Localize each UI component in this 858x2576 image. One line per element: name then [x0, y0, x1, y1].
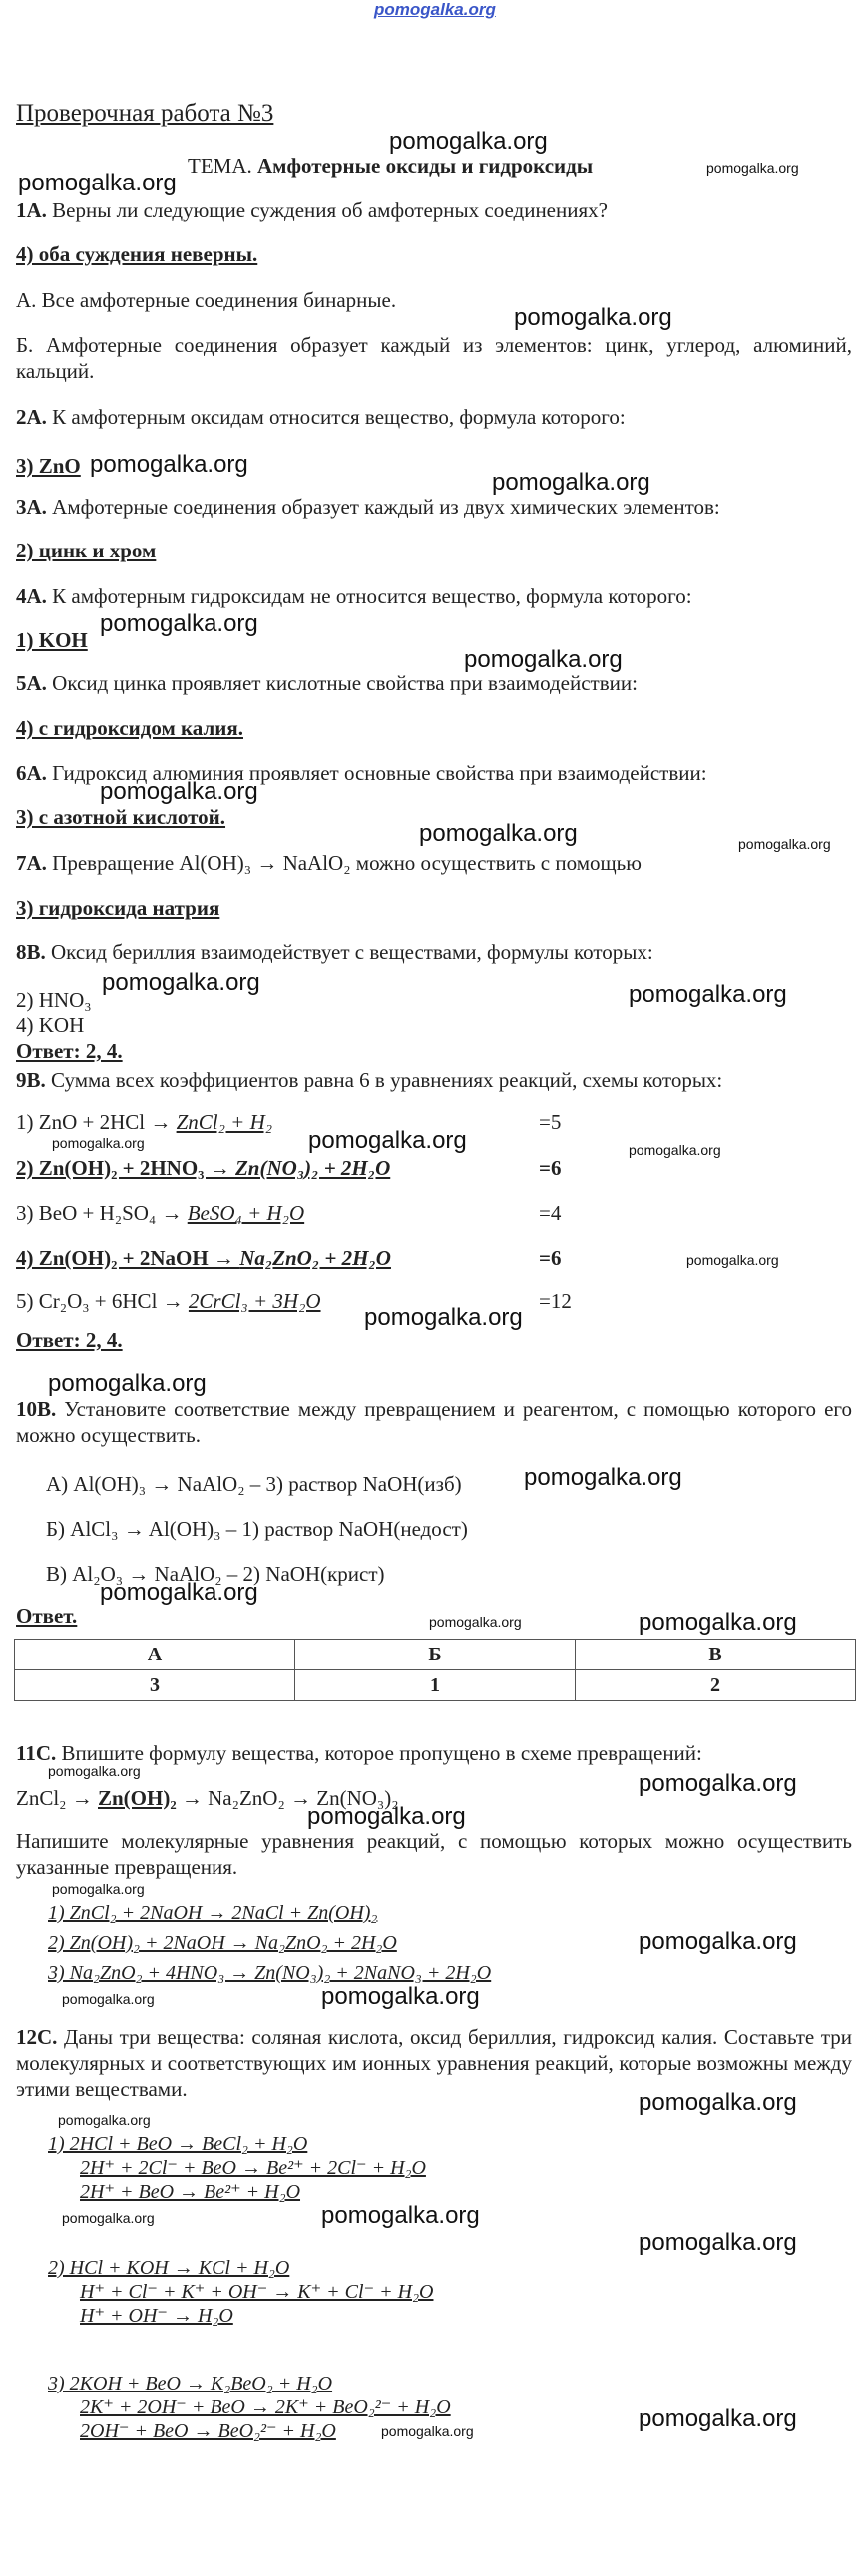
- statement-b: Б. Амфотерные соединения образует каждый из элементов: цинк, углерод, алюминий, кальций.: [16, 333, 852, 383]
- equation-line: 2) Zn(OH)₂ + 2NaOH → Na₂ZnO₂ + 2H₂O: [48, 1932, 397, 1954]
- equation-row: 4) Zn(OH)₂ + 2NaOH → Na₂ZnO₂ + 2H₂O: [16, 1246, 391, 1270]
- watermark: pomogalka.org: [321, 2202, 480, 2229]
- answer-9: Ответ: 2, 4.: [16, 1328, 123, 1352]
- question-2: 2А. К амфотерным оксидам относится вещество, формула которого:: [16, 405, 626, 429]
- equation-row: 1) ZnO + 2HCl → ZnCl₂ + H₂: [16, 1110, 273, 1134]
- watermark: pomogalka.org: [639, 1609, 797, 1636]
- watermark-small: pomogalka.org: [48, 1763, 141, 1779]
- table-header: Б: [295, 1640, 576, 1670]
- equation-sum: =6: [539, 1156, 562, 1180]
- answer-8: Ответ: 2, 4.: [16, 1039, 123, 1063]
- question-10: 10В. Установите соответствие между превращением и реагентом, с помощью которого его можно осуществить.: [16, 1397, 852, 1447]
- question-11: 11С. Впишите формулу вещества, которое пропущено в схеме превращений:: [16, 1741, 702, 1765]
- equation-row: 3) BeO + H₂SO₄ → BeSO₄ + H₂O: [16, 1201, 305, 1225]
- watermark: pomogalka.org: [629, 981, 787, 1008]
- watermark: pomogalka.org: [389, 128, 548, 155]
- watermark: pomogalka.org: [639, 1770, 797, 1797]
- equation-sum: =6: [539, 1246, 562, 1270]
- watermark-small: pomogalka.org: [52, 1135, 145, 1151]
- equation-line: 2OH⁻ + BeO → BeO₂²⁻ + H₂O: [80, 2420, 336, 2442]
- answer-2: 3) ZnO: [16, 454, 81, 478]
- watermark-small: pomogalka.org: [52, 1881, 145, 1897]
- question-11-task: Напишите молекулярные уравнения реакций, с помощью которых можно осуществить указанные превращения.: [16, 1829, 852, 1879]
- equation-line: 2K⁺ + 2OH⁻ + BeO → 2K⁺ + BeO₂²⁻ + H₂O: [80, 2396, 451, 2418]
- equation-row: 5) Cr₂O₃ + 6HCl → 2CrCl₃ + 3H₂O: [16, 1289, 321, 1313]
- table-cell: 3: [15, 1670, 295, 1701]
- match-b: Б) AlCl₃ → Al(OH)₃ – 1) раствор NaOH(недост): [46, 1517, 468, 1541]
- watermark-small: pomogalka.org: [58, 2112, 151, 2128]
- watermark: pomogalka.org: [639, 2089, 797, 2116]
- topic-heading: ТЕМА. Амфотерные оксиды и гидроксиды: [188, 154, 594, 178]
- question-1: 1А. Верны ли следующие суждения об амфотерных соединениях?: [16, 198, 608, 222]
- watermark: pomogalka.org: [100, 1579, 258, 1606]
- table-cell: 1: [295, 1670, 576, 1701]
- question-6: 6А. Гидроксид алюминия проявляет основные свойства при взаимодействии:: [16, 761, 707, 785]
- watermark: pomogalka.org: [639, 2405, 797, 2432]
- watermark: pomogalka.org: [48, 1370, 207, 1397]
- answer-6: 3) с азотной кислотой.: [16, 805, 226, 829]
- answer-10-label: Ответ.: [16, 1604, 78, 1628]
- watermark: pomogalka.org: [308, 1127, 467, 1154]
- equation-line: 2) HCl + KOH → KCl + H₂O: [48, 2257, 290, 2279]
- equation-line: 1) ZnCl₂ + 2NaOH → 2NaCl + Zn(OH)₂: [48, 1902, 378, 1924]
- watermark: pomogalka.org: [90, 451, 248, 478]
- option-koh: 4) KOH: [16, 1013, 85, 1037]
- table-header-row: [15, 1640, 856, 1670]
- match-c: В) Al₂O₃ → NaAlO₂ – 2) NaOH(крист): [46, 1562, 385, 1586]
- question-9: 9В. Сумма всех коэффициентов равна 6 в уравнениях реакций, схемы которых:: [16, 1068, 723, 1092]
- table-row: [15, 1670, 856, 1701]
- question-3: 3А. Амфотерные соединения образует каждый из двух химических элементов:: [16, 495, 720, 519]
- watermark: pomogalka.org: [102, 969, 260, 996]
- watermark-small: pomogalka.org: [429, 1614, 522, 1630]
- equation-line: 2H⁺ + BeO → Be²⁺ + H₂O: [80, 2181, 301, 2203]
- scheme: ZnCl₂ → Zn(OH)₂ → Na₂ZnO₂ → Zn(NO₃)₂: [16, 1786, 399, 1810]
- question-8: 8В. Оксид бериллия взаимодействует с веществами, формулы которых:: [16, 940, 653, 964]
- watermark: pomogalka.org: [514, 304, 672, 331]
- watermark-small: pomogalka.org: [686, 1252, 779, 1268]
- table-header: В: [576, 1640, 856, 1670]
- answer-5: 4) с гидроксидом калия.: [16, 716, 243, 740]
- watermark: pomogalka.org: [639, 1928, 797, 1955]
- answer-4: 1) KOH: [16, 628, 88, 652]
- answer-table: [14, 1639, 856, 1701]
- equation-line: 1) 2HCl + BeO → BeCl₂ + H₂O: [48, 2133, 308, 2155]
- equation-line: 3) 2KOH + BeO → K₂BeO₂ + H₂O: [48, 2373, 333, 2394]
- watermark-small: pomogalka.org: [706, 160, 799, 176]
- statement-a: А. Все амфотерные соединения бинарные.: [16, 288, 397, 312]
- watermark: pomogalka.org: [492, 469, 650, 496]
- question-4: 4А. К амфотерным гидроксидам не относится вещество, формула которого:: [16, 584, 692, 608]
- top-watermark[interactable]: pomogalka.org: [374, 0, 496, 19]
- watermark: pomogalka.org: [419, 820, 578, 847]
- watermark: pomogalka.org: [639, 2229, 797, 2256]
- equation-line: H⁺ + Cl⁻ + K⁺ + OH⁻ → K⁺ + Cl⁻ + H₂O: [80, 2281, 434, 2303]
- watermark-small: pomogalka.org: [738, 836, 831, 852]
- watermark-small: pomogalka.org: [62, 1991, 155, 2007]
- watermark: pomogalka.org: [18, 170, 177, 196]
- watermark: pomogalka.org: [100, 610, 258, 637]
- match-a: А) Al(OH)₃ → NaAlO₂ – 3) раствор NaOH(изб): [46, 1472, 462, 1496]
- watermark: pomogalka.org: [100, 778, 258, 805]
- table-cell: 2: [576, 1670, 856, 1701]
- answer-1: 4) оба суждения неверны.: [16, 242, 258, 266]
- equation-sum: =12: [539, 1289, 572, 1313]
- question-12: 12С. Даны три вещества: соляная кислота, оксид бериллия, гидроксид калия. Составьте три молекулярных и соответствующих им ионных уравнения реакций, которые возможны между этими веществами.: [16, 2025, 852, 2101]
- equation-sum: =5: [539, 1110, 562, 1134]
- watermark-small: pomogalka.org: [381, 2423, 474, 2439]
- equation-row: 2) Zn(OH)₂ + 2HNO₃ → Zn(NO₃)₂ + 2H₂O: [16, 1156, 391, 1180]
- watermark-small: pomogalka.org: [62, 2210, 155, 2226]
- equation-sum: =4: [539, 1201, 562, 1225]
- watermark: pomogalka.org: [321, 1983, 480, 2010]
- equation-line: H⁺ + OH⁻ → H₂O: [80, 2305, 233, 2327]
- equation-line: 3) Na₂ZnO₂ + 4HNO₃ → Zn(NO₃)₂ + 2NaNO₃ + 2H₂O: [48, 1962, 492, 1984]
- table-header: А: [15, 1640, 295, 1670]
- question-5: 5А. Оксид цинка проявляет кислотные свойства при взаимодействии:: [16, 671, 638, 695]
- watermark: pomogalka.org: [364, 1304, 523, 1331]
- watermark: pomogalka.org: [307, 1803, 466, 1830]
- answer-7: 3) гидроксида натрия: [16, 896, 220, 920]
- watermark-small: pomogalka.org: [629, 1142, 721, 1158]
- watermark: pomogalka.org: [464, 646, 623, 673]
- answer-3: 2) цинк и хром: [16, 539, 157, 562]
- page-title: Проверочная работа №3: [16, 100, 274, 127]
- question-7: 7А. Превращение Al(OH)₃ → NaAlO₂ можно осуществить с помощью: [16, 851, 642, 875]
- equation-line: 2H⁺ + 2Cl⁻ + BeO → Be²⁺ + 2Cl⁻ + H₂O: [80, 2157, 426, 2179]
- watermark: pomogalka.org: [524, 1464, 682, 1491]
- option-hno3: 2) HNO₃: [16, 988, 92, 1012]
